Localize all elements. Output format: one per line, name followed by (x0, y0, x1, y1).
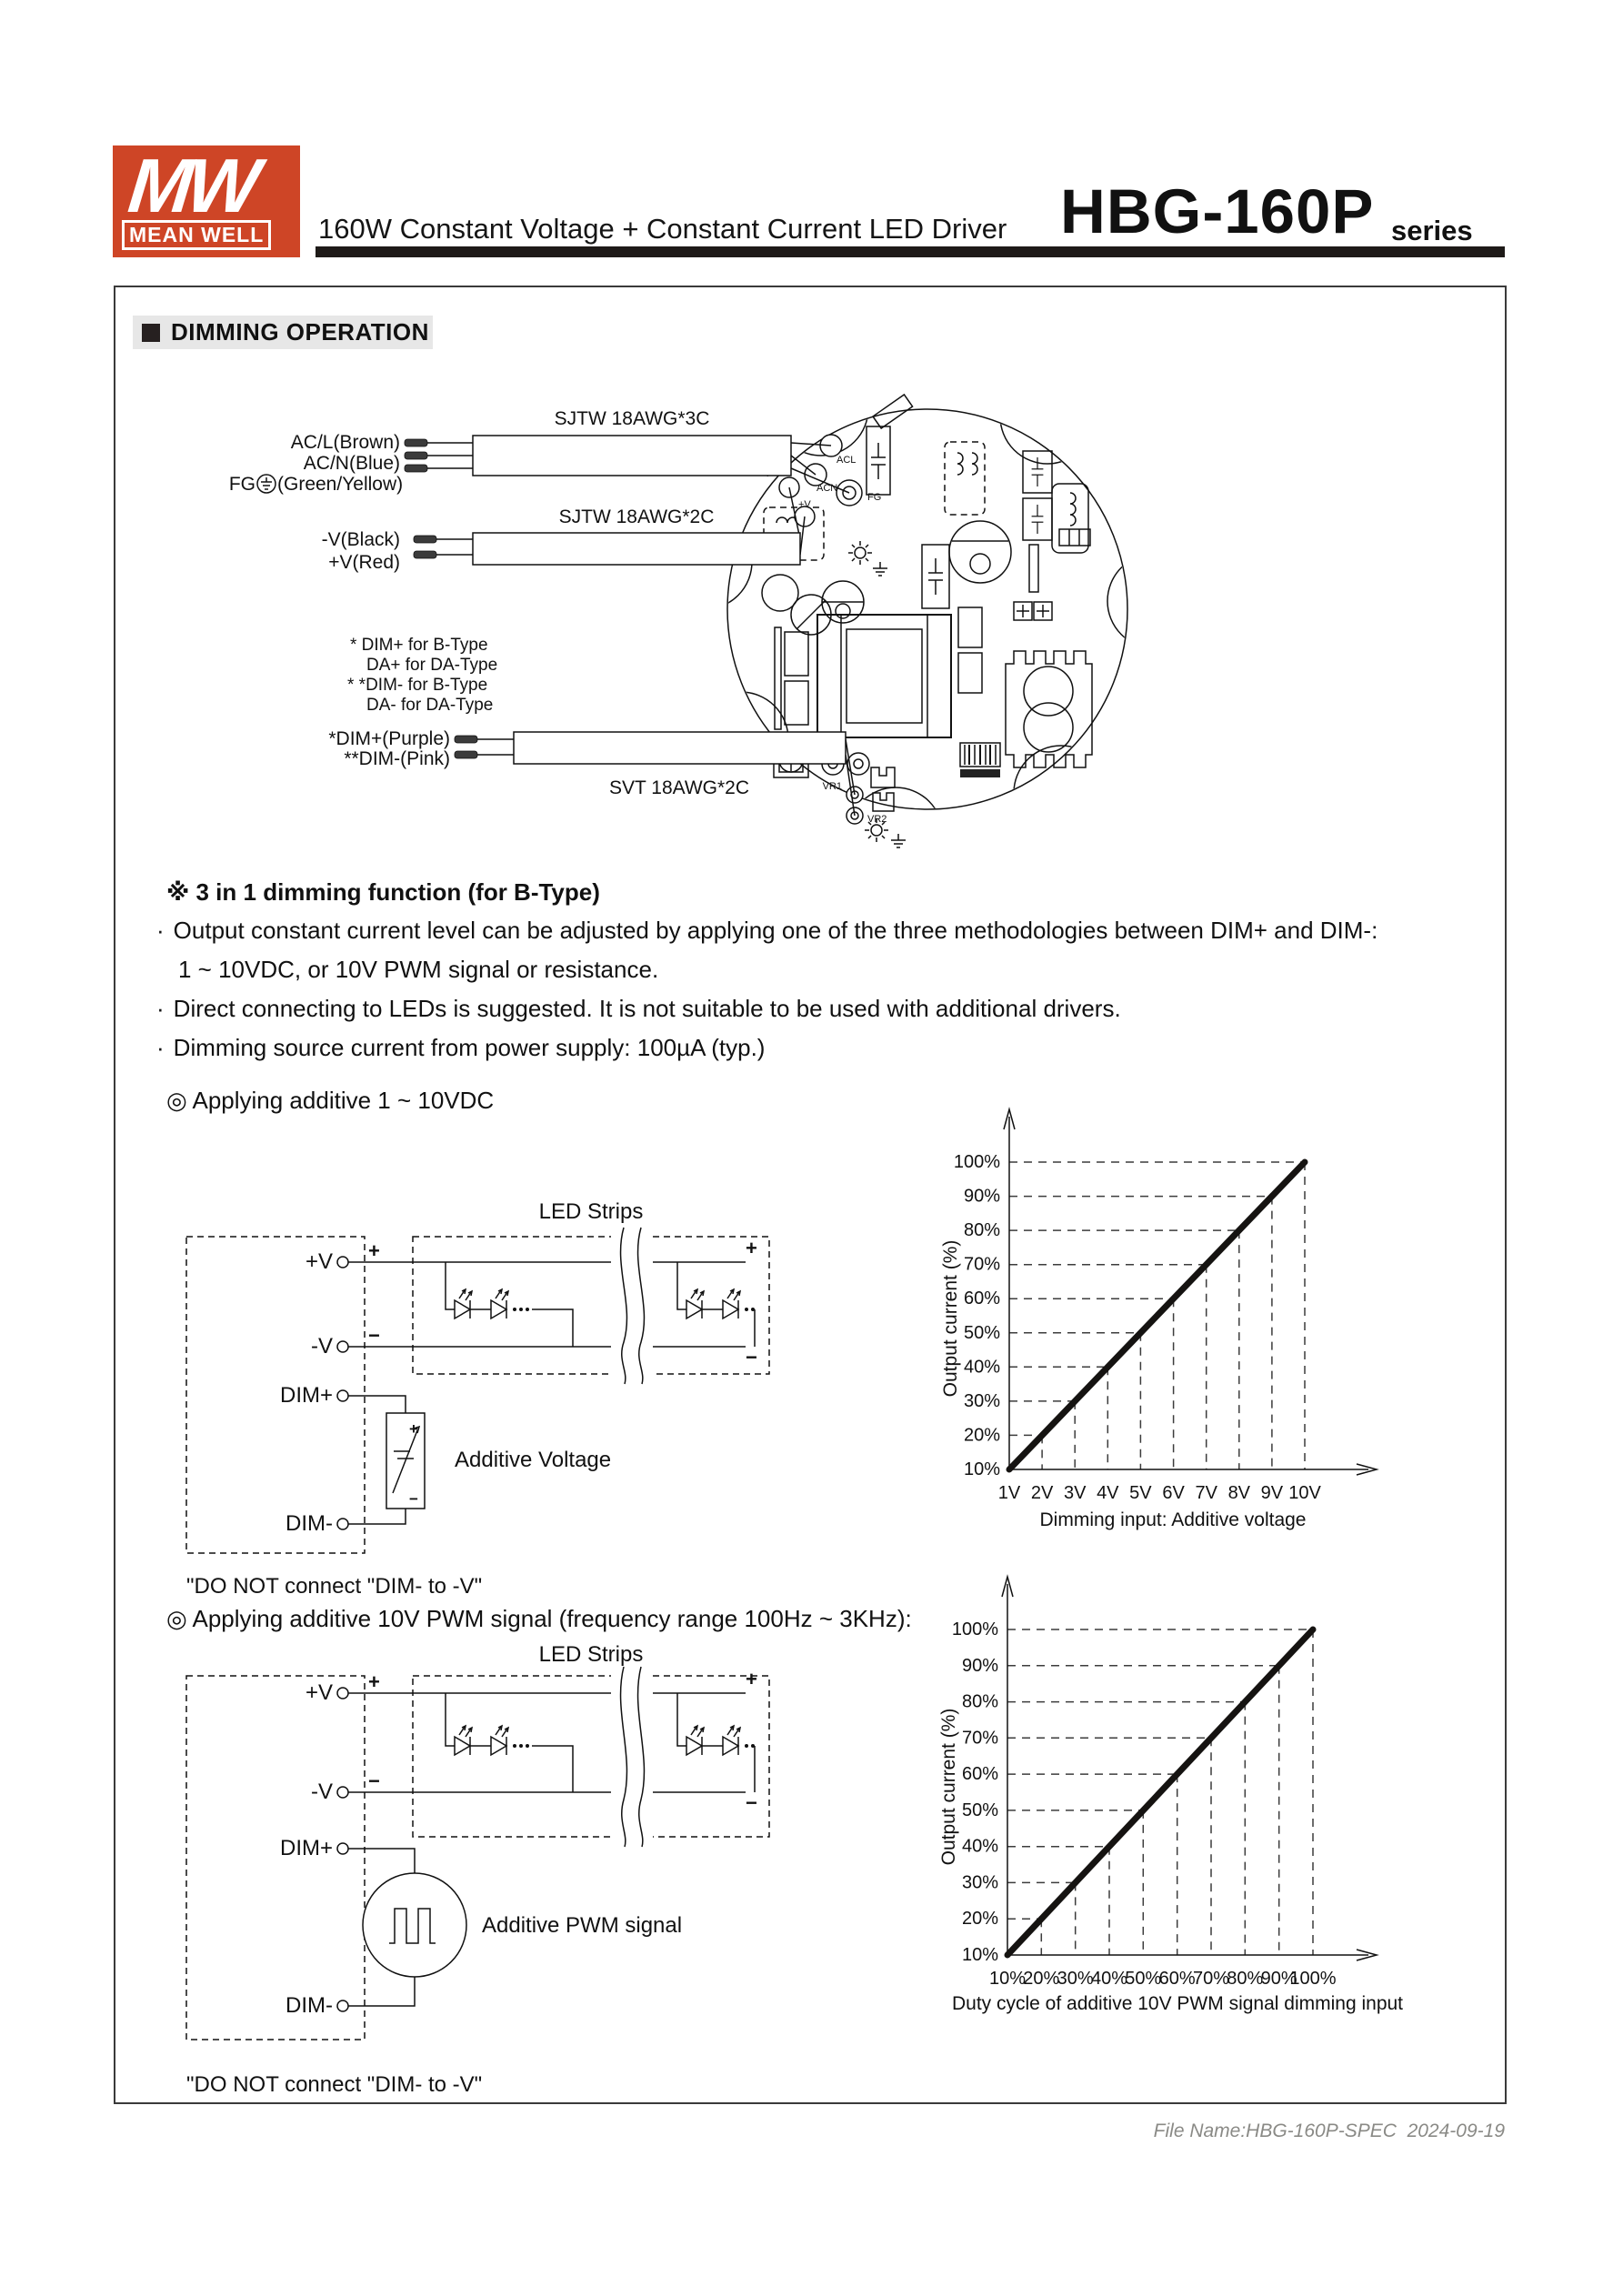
source-minus: − (409, 1490, 418, 1508)
page-title: 160W Constant Voltage + Constant Current LED Driver (318, 213, 1007, 245)
svg-text:70%: 70% (963, 1254, 1000, 1275)
note-text-1: Output constant current level can be adjusted by applying one of the three methodologies between DIM+ and DIM-: (173, 917, 1378, 944)
wire-label-vminus: -V(Black) (321, 529, 400, 550)
note-bullet-1b (178, 956, 658, 984)
polarity-minus-left: − (368, 1324, 380, 1347)
circuit-pwm (182, 1632, 882, 2141)
ac-cable (229, 408, 849, 495)
dim-cable-spec: SVT 18AWG*2C (608, 777, 750, 798)
svg-text:90%: 90% (961, 1655, 998, 1676)
dimming-function-heading: ※ 3 in 1 dimming function (for B-Type) (166, 878, 600, 906)
note-text-3: Dimming source current from power supply: 100µA (typ.) (173, 1034, 766, 1061)
ac-cable-spec: SJTW 18AWG*3C (554, 408, 710, 429)
svg-text:7V: 7V (1195, 1483, 1217, 1503)
pcb-label-fg: FG (867, 492, 882, 503)
section-bullet-square (142, 324, 160, 342)
bullet-dot: · (156, 995, 165, 1022)
svg-text:80%: 80% (961, 1691, 998, 1712)
terminal-vplus: +V (305, 1680, 333, 1705)
wire-label-fg: FG (228, 474, 255, 495)
terminal-dimminus: DIM- (286, 1993, 333, 2018)
svg-text:100%: 100% (953, 1152, 1000, 1172)
warning-note: "DO NOT connect "DIM- to -V" (186, 1574, 483, 1599)
svg-text:10%: 10% (961, 1945, 998, 1965)
svg-text:8V: 8V (1227, 1483, 1251, 1503)
pcb-label-vplus: +V (798, 499, 811, 510)
svg-text:40%: 40% (963, 1357, 1000, 1378)
svg-text:2V: 2V (1030, 1483, 1054, 1503)
wire-label-dimminus: **DIM-(Pink) (344, 748, 450, 769)
pwm-section-heading: ◎ Applying additive 10V PWM signal (frequency range 100Hz ~ 3KHz): (166, 1605, 912, 1632)
footer-filename: File Name:HBG-160P-SPEC 2024-09-19 (1153, 2121, 1505, 2141)
dimming-curve-vdc (1009, 1162, 1305, 1469)
svg-text:1V: 1V (997, 1483, 1021, 1503)
note-bullet-2 (156, 995, 1121, 1023)
terminal-dimplus: DIM+ (279, 1836, 333, 1860)
wire-label-dimplus: *DIM+(Purple) (328, 728, 450, 749)
terminal-vplus: +V (305, 1249, 333, 1274)
wire-label-acl: AC/L(Brown) (290, 432, 400, 453)
svg-text:10V: 10V (1288, 1483, 1321, 1503)
wiring-diagram (127, 377, 1491, 846)
dim-note-line3: * *DIM- for B-Type (347, 676, 488, 695)
polarity-plus-right: + (746, 1668, 757, 1690)
dc-cable (322, 487, 805, 573)
svg-text:30%: 30% (963, 1390, 1000, 1411)
pcb-label-vr1: VR1 (822, 781, 842, 792)
svg-text:30%: 30% (1057, 1969, 1094, 1989)
wire-label-vplus: +V(Red) (328, 552, 400, 573)
polarity-plus-left: + (368, 1239, 380, 1262)
svg-text:70%: 70% (961, 1728, 998, 1749)
mean-well-wordmark: MEAN WELL (122, 220, 271, 250)
circuit-vdc (182, 1164, 882, 1619)
svg-text:60%: 60% (1158, 1969, 1196, 1989)
polarity-minus-left: − (368, 1770, 380, 1792)
svg-text:5V: 5V (1129, 1483, 1152, 1503)
chart-pwm-xlabel: Duty cycle of additive 10V PWM signal dimming input (951, 1993, 1404, 2014)
led-strips-label: LED Strips (538, 1642, 644, 1667)
note-text-2: Direct connecting to LEDs is suggested. It is not suitable to be used with additional drivers. (173, 995, 1121, 1022)
note-bullet-1 (156, 917, 1378, 945)
dim-type-note (347, 636, 497, 715)
additive-voltage-label: Additive Voltage (455, 1448, 612, 1472)
polarity-minus-right: − (746, 1346, 757, 1369)
svg-text:20%: 20% (963, 1425, 1000, 1446)
svg-text:60%: 60% (961, 1764, 998, 1785)
svg-text:70%: 70% (1192, 1969, 1230, 1989)
svg-text:100%: 100% (951, 1619, 998, 1639)
note-bullet-3 (156, 1034, 765, 1062)
svg-text:80%: 80% (963, 1220, 1000, 1241)
chart-pwm-ylabel: Output current (%) (938, 1708, 959, 1866)
bullet-dot: · (156, 917, 165, 944)
svg-text:80%: 80% (1227, 1969, 1264, 1989)
svg-text:40%: 40% (961, 1836, 998, 1857)
chart-vdc-xlabel: Dimming input: Additive voltage (1039, 1509, 1307, 1530)
terminal-vminus: -V (311, 1334, 333, 1359)
chart-vdc-ylabel: Output current (%) (940, 1239, 961, 1398)
terminal-vminus: -V (311, 1780, 333, 1804)
wire-label-fg-color: (Green/Yellow) (277, 474, 404, 495)
polarity-plus-right: + (746, 1237, 757, 1259)
note-text-1b: 1 ~ 10VDC, or 10V PWM signal or resistance. (178, 956, 659, 983)
svg-text:20%: 20% (961, 1909, 998, 1930)
svg-text:20%: 20% (1023, 1969, 1060, 1989)
svg-text:10%: 10% (988, 1969, 1027, 1989)
earth-ground-icon (257, 475, 276, 493)
wire-label-acn: AC/N(Blue) (303, 453, 400, 474)
polarity-minus-right: − (746, 1791, 757, 1814)
pcb-label-vr2: VR2 (867, 814, 887, 825)
header-rule (316, 246, 1505, 257)
bullet-dot: · (156, 1034, 165, 1061)
svg-text:6V: 6V (1162, 1483, 1185, 1503)
mean-well-logo (113, 145, 300, 257)
svg-text:90%: 90% (963, 1186, 1000, 1207)
section-header (133, 316, 433, 349)
svg-text:90%: 90% (1260, 1969, 1297, 1989)
terminal-dimminus: DIM- (286, 1511, 333, 1536)
dc-cable-spec: SJTW 18AWG*2C (558, 506, 715, 527)
led-strips-label: LED Strips (538, 1199, 644, 1224)
svg-text:3V: 3V (1063, 1483, 1087, 1503)
mw-monogram-icon: MW (125, 143, 259, 228)
dim-note-line4: DA- for DA-Type (366, 696, 494, 715)
terminal-dimplus: DIM+ (279, 1383, 333, 1408)
source-plus: + (409, 1420, 418, 1438)
svg-text:100%: 100% (1289, 1969, 1337, 1989)
pcb-label-acl: ACL (837, 455, 857, 466)
svg-text:50%: 50% (1125, 1969, 1162, 1989)
svg-text:9V: 9V (1260, 1483, 1284, 1503)
dimming-curve-pwm (1007, 1629, 1313, 1955)
chart-vdc (909, 1091, 1437, 1546)
dim-cable (328, 728, 855, 816)
chart-vdc-xticks (998, 1483, 1322, 1503)
chart-pwm (909, 1546, 1437, 2019)
series-label: series (1391, 215, 1473, 246)
svg-text:40%: 40% (1090, 1969, 1128, 1989)
svg-text:60%: 60% (963, 1288, 1000, 1309)
svg-text:50%: 50% (961, 1800, 998, 1820)
svg-text:10%: 10% (963, 1459, 1000, 1479)
dim-note-line2: DA+ for DA-Type (366, 656, 498, 675)
vdc-section-heading: ◎ Applying additive 1 ~ 10VDC (166, 1087, 495, 1114)
svg-text:30%: 30% (961, 1872, 998, 1893)
polarity-plus-left: + (368, 1670, 380, 1693)
dim-note-line1: * DIM+ for B-Type (350, 636, 488, 655)
additive-pwm-label: Additive PWM signal (482, 1913, 683, 1938)
svg-text:4V: 4V (1097, 1483, 1119, 1503)
model-name: HBG-160P (1060, 176, 1375, 246)
svg-text:50%: 50% (963, 1322, 1000, 1343)
section-title: DIMMING OPERATION (171, 318, 429, 346)
pcb-label-acn: ACN (817, 483, 838, 494)
chart-pwm-xticks (989, 1969, 1337, 1989)
warning-note: "DO NOT connect "DIM- to -V" (186, 2072, 483, 2097)
